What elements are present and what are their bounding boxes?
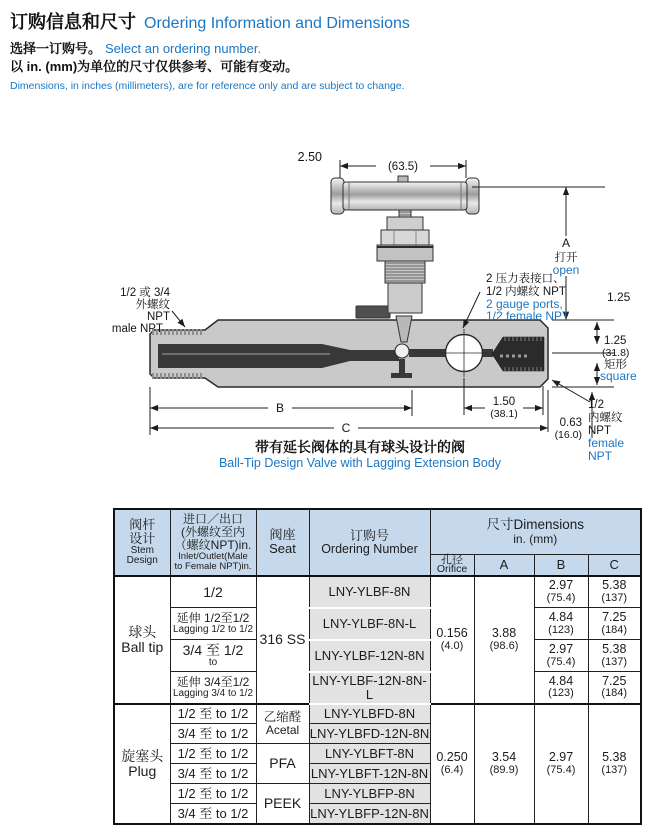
female-npt-leader: [552, 380, 590, 402]
inlet-cell: 3/4 至 to 1/2: [170, 804, 256, 824]
bonnet-threaded-neck: [385, 261, 425, 283]
c-value: 5.38: [602, 750, 627, 765]
ordering-number-cell: LNY-YLBF-12N-8N: [309, 640, 430, 672]
stem-cell-ball-tip: [114, 576, 170, 704]
dim-a-cell: [474, 704, 534, 824]
inlet-cell: [170, 608, 256, 640]
c-value: 7.25: [602, 610, 627, 625]
bonnet-lower: [388, 283, 422, 313]
bonnet-flange: [381, 230, 429, 245]
note-line-en: Dimensions, in inches (millimeters), are for reference only and are subject to change.: [10, 80, 405, 92]
seat-cell-316ss: 316 SS: [256, 576, 309, 704]
ordering-number-cell: LNY-YLBF-8N: [309, 576, 430, 608]
b-mm: (75.4): [546, 591, 576, 604]
header-seat-en: Seat: [269, 541, 296, 557]
dim-b-cell: [534, 704, 588, 824]
table-header-row-1: [114, 509, 641, 554]
handle-cap-left: [331, 178, 344, 214]
male-npt-line2: 外螺纹: [135, 299, 170, 311]
header-inlet-zh3: （螺纹NPT)in.: [174, 537, 252, 552]
female-npt-line2: 内螺纹: [588, 412, 623, 424]
dim-b-cell: [534, 672, 588, 704]
a-mm: (89.9): [489, 763, 519, 776]
dim-a-cell: [474, 576, 534, 704]
header-inlet-en2: to Female NPT)in.: [174, 560, 252, 572]
header-inlet-en1: Inlet/Outlet(Male: [178, 550, 248, 562]
orifice-mm: (6.4): [440, 763, 464, 776]
valve-body: [150, 320, 548, 387]
dim-0-63-label: 0.63: [559, 417, 582, 429]
female-npt-line4: female: [588, 436, 625, 450]
header-dimensions-group: [430, 509, 641, 554]
select-line: [10, 38, 261, 58]
dim-16-0-label: (16.0): [554, 429, 582, 441]
inlet-value-en: to: [208, 657, 218, 669]
gauge-label-zh1: 2 压力表接口、: [486, 273, 565, 285]
b-value: 2.97: [548, 578, 574, 593]
header-order-zh: 订购号: [349, 527, 389, 543]
inlet-cell: [170, 640, 256, 672]
dim-handle-width: [298, 150, 466, 178]
table-row: [114, 576, 641, 608]
seat-cell-pfa: PFA: [256, 744, 309, 784]
seat-cell-peek: PEEK: [256, 784, 309, 824]
inlet-value: 延伸 3/4至1/2: [176, 674, 250, 689]
seat-cell-acetal: [256, 704, 309, 744]
open-label-en: open: [552, 263, 580, 277]
b-mm: (123): [548, 687, 574, 700]
header-seat: [256, 509, 309, 576]
header-dims-line1: 尺寸Dimensions: [486, 516, 585, 532]
header-orifice-en: Orifice: [436, 562, 468, 575]
c-mm: (137): [601, 591, 628, 604]
dim-c-cell: [588, 672, 641, 704]
page-title-zh: 订购信息和尺寸: [10, 12, 136, 32]
orifice-value: 0.156: [436, 626, 468, 641]
ordering-number-cell: LNY-YLBFP-8N: [309, 784, 430, 804]
dim-c-cell: [588, 704, 641, 824]
dim-1-25-top-label: 1.25: [607, 290, 631, 304]
inlet-value: 3/4 至 1/2: [182, 641, 244, 658]
header-stem-zh2: 设计: [129, 530, 156, 546]
c-value: 7.25: [602, 673, 627, 688]
header-col-c: C: [588, 554, 641, 576]
ordering-table: [113, 508, 642, 825]
seat-acetal-en: Acetal: [265, 723, 300, 738]
inlet-value-en: Lagging 3/4 to 1/2: [172, 687, 254, 699]
a-value: 3.88: [491, 626, 517, 641]
gauge-label-en2: 1/2 female NPT: [486, 309, 570, 323]
header-col-a: A: [474, 554, 534, 576]
inlet-cell: [170, 576, 256, 608]
ball-tip: [395, 344, 409, 358]
male-npt-leader: [172, 311, 185, 327]
header-stem-zh1: 阀杆: [129, 516, 156, 532]
dim-c-cell: [588, 576, 641, 608]
passage-foot: [391, 373, 412, 378]
seat-acetal-zh: 乙缩醛: [263, 709, 302, 724]
gauge-label-zh2: 1/2 内螺纹 NPT: [486, 286, 566, 298]
handle-bar: [343, 182, 467, 210]
dim-31-8-label: (31.8): [602, 347, 630, 359]
c-mm: (137): [601, 655, 628, 668]
c-value: 5.38: [602, 642, 627, 657]
stem-ball-zh: 球头: [128, 623, 157, 640]
handle-nub: [398, 176, 408, 182]
ordering-number-cell: LNY-YLBFT-12N-8N: [309, 764, 430, 784]
valve-technical-drawing: [0, 130, 656, 480]
inlet-cell: 1/2 至 to 1/2: [170, 704, 256, 724]
gauge-label-en1: 2 gauge ports,: [486, 297, 563, 311]
dim-c-cell: [588, 640, 641, 672]
dim-square: [552, 322, 637, 387]
inlet-value: 延伸 1/2至1/2: [176, 611, 250, 626]
female-npt-port: [492, 337, 544, 371]
a-mm: (98.6): [489, 639, 519, 652]
header-col-b: B: [534, 554, 588, 576]
packing-nut: [387, 217, 423, 230]
inlet-value-en: Lagging 1/2 to 1/2: [172, 623, 254, 635]
orifice-cell: [430, 576, 474, 704]
dim-b-cell: [534, 640, 588, 672]
drawing-caption-en: Ball-Tip Design Valve with Lagging Extension Body: [218, 456, 502, 470]
ordering-number-cell: LNY-YLBF-12N-8N-L: [309, 672, 430, 704]
header-inlet-outlet: [170, 509, 256, 576]
b-mm: (75.4): [546, 655, 576, 668]
header-inlet-zh1: 进口／出口: [182, 511, 243, 526]
dim-63-5-label: (63.5): [387, 161, 419, 173]
header-stem-design: [114, 509, 170, 576]
select-line-zh: 选择一订购号。: [10, 41, 102, 56]
t-handle: [331, 176, 479, 214]
male-npt-line3: NPT: [147, 311, 170, 323]
c-mm: (184): [601, 687, 628, 700]
ordering-number-cell: LNY-YLBFD-8N: [309, 704, 430, 724]
drawing-caption-zh: 带有延长阀体的具有球头设计的阀: [255, 439, 465, 455]
square-label-zh: 矩形: [604, 359, 627, 371]
dim-2-50-label: 2.50: [297, 150, 322, 164]
b-value: 2.97: [548, 750, 574, 765]
stem-cell-plug: [114, 704, 170, 824]
b-value: 4.84: [548, 610, 574, 625]
inlet-cell: 1/2 至 to 1/2: [170, 744, 256, 764]
dim-b-cell: [534, 576, 588, 608]
dim-c-cell: [588, 608, 641, 640]
female-npt-line1: 1/2: [588, 399, 604, 411]
header-stem-en2: Design: [126, 555, 158, 567]
male-npt-line1: 1/2 或 3/4: [120, 287, 170, 299]
header-orifice-zh: 孔径: [441, 553, 463, 566]
dim-38-1-label: (38.1): [490, 408, 518, 420]
page-title-en: Ordering Information and Dimensions: [144, 15, 410, 32]
inlet-cell: 3/4 至 to 1/2: [170, 724, 256, 744]
stem-plug-zh: 旋塞头: [121, 747, 164, 764]
dim-1-25-label: 1.25: [604, 335, 627, 347]
handle-cap-right: [466, 178, 479, 214]
female-npt-line5: NPT: [588, 449, 612, 463]
ordering-number-cell: LNY-YLBF-8N-L: [309, 608, 430, 640]
ordering-number-cell: LNY-YLBFD-12N-8N: [309, 724, 430, 744]
dim-b-cell: [534, 608, 588, 640]
table-row: [114, 608, 641, 640]
female-npt-line3: NPT: [588, 425, 611, 437]
orifice-value: 0.250: [436, 750, 468, 765]
inlet-cell: [170, 672, 256, 704]
dim-b-label: B: [275, 401, 285, 415]
header-ordering-number: [309, 509, 430, 576]
dim-1-50-label: 1.50: [492, 396, 516, 408]
b-value: 4.84: [548, 673, 574, 688]
note-line-zh: 以 in. (mm)为单位的尺寸仅供参考、可能有变动。: [10, 59, 299, 74]
open-label-zh: 打开: [554, 252, 578, 264]
passage-down: [399, 359, 405, 375]
ordering-number-cell: LNY-YLBFT-8N: [309, 744, 430, 764]
inlet-value: 1/2: [203, 583, 223, 600]
b-mm: (75.4): [546, 763, 576, 776]
header-seat-zh: 阀座: [269, 527, 296, 543]
c-mm: (137): [601, 763, 628, 776]
dim-c-label: C: [341, 421, 351, 435]
select-line-en: Select an ordering number.: [105, 41, 262, 56]
table-row: [114, 672, 641, 704]
header-dims-line2: in. (mm): [513, 531, 558, 546]
male-npt-line4: male NPT: [111, 323, 163, 335]
male-npt-label: [112, 286, 185, 335]
a-value: 3.54: [491, 750, 517, 765]
inlet-cell: 1/2 至 to 1/2: [170, 784, 256, 804]
ordering-number-cell: LNY-YLBFP-12N-8N: [309, 804, 430, 824]
orifice-mm: (4.0): [440, 639, 464, 652]
square-label-en: square: [600, 369, 637, 383]
inlet-cell: 3/4 至 to 1/2: [170, 764, 256, 784]
orifice-cell: [430, 704, 474, 824]
header-orifice: [430, 554, 474, 576]
header-inlet-zh2: (外螺纹至内: [181, 524, 245, 539]
table-row: [114, 640, 641, 672]
bonnet-ledge: [356, 306, 390, 318]
c-value: 5.38: [602, 578, 627, 593]
stem-plug-en: Plug: [128, 762, 157, 779]
dim-a-label: A: [561, 236, 571, 250]
c-mm: (184): [601, 623, 628, 636]
header-stem-en1: Stem: [130, 544, 154, 556]
page-title: [10, 8, 410, 34]
b-mm: (123): [548, 623, 574, 636]
header-order-en: Ordering Number: [321, 541, 418, 556]
table-row: [114, 704, 641, 724]
b-value: 2.97: [548, 642, 574, 657]
stem-ball-en: Ball tip: [121, 638, 164, 655]
